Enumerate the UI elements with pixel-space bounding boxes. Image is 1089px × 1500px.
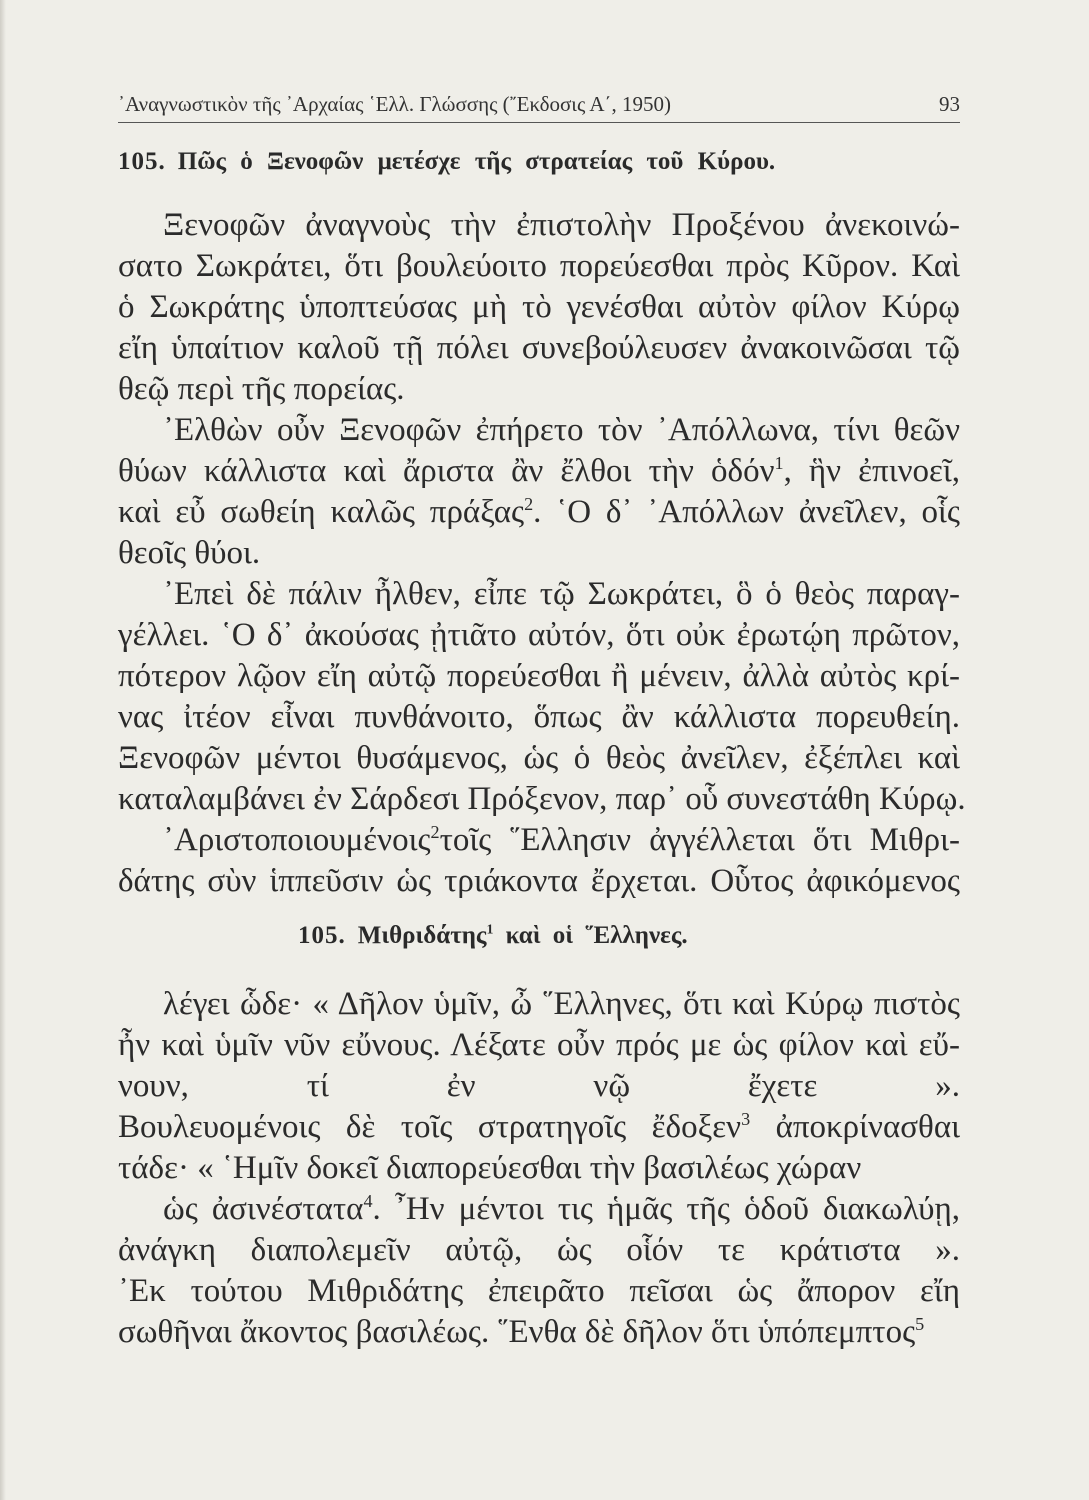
footnote-mark: 1 bbox=[774, 453, 784, 473]
text-line: Ξενοφῶν μέντοι θυσάμενος, ὡς ὁ θεὸς ἀνεῖλεν, ἐξέπλει καὶ bbox=[118, 740, 960, 776]
footnote-mark: 2 bbox=[524, 494, 534, 514]
text-line bbox=[163, 820, 960, 860]
text-line: πότερον λῷον εἴη αὐτῷ πορεύεσθαι ἢ μένειν, ἀλλὰ αὐτὸς κρί- bbox=[118, 658, 960, 694]
text-segment: καὶ εὖ σωθείη καλῶς πράξας bbox=[118, 494, 525, 530]
text-line-overflow-b: ᾿Εκ τούτου Μιθριδάτης ἐπειρᾶτο πεῖσαι ὡς ἄπορον εἴη bbox=[118, 1273, 960, 1309]
text-line: θεῷ περὶ τῆς πορείας. bbox=[118, 371, 405, 407]
text-line: λέγει ὧδε· « Δῆλον ὑμῖν, ὦ ῞Ελληνες, ὅτι καὶ Κύρῳ πιστὸς bbox=[163, 986, 960, 1022]
footnote-mark: 1 bbox=[486, 921, 494, 937]
text-line: θεοῖς θύοι. bbox=[118, 535, 261, 571]
text-segment: σωθῆναι ἄκοντος βασιλέως. ῞Ενθα δὲ δῆλον ὅτι ὑπόπεμπτος bbox=[118, 1314, 916, 1350]
footnote-mark: 3 bbox=[741, 1109, 751, 1129]
page-edge-shadow bbox=[0, 0, 6, 1500]
section-1-heading bbox=[118, 148, 775, 176]
text-line: δάτης σὺν ἱππεῦσιν ὡς τριάκοντα ἔρχεται. Οὗτος ἀφικόμενος bbox=[118, 863, 960, 899]
section-2-number: 105. bbox=[298, 922, 346, 949]
section-2-heading bbox=[298, 922, 688, 950]
section-1-title: Πῶς ὁ Ξενοφῶν μετέσχε τῆς στρατείας τοῦ Κύρου. bbox=[177, 148, 776, 175]
text-line: σατο Σωκράτει, ὅτι βουλεύοιτο πορεύεσθαι πρὸς Κῦρον. Καὶ bbox=[118, 248, 960, 284]
text-line bbox=[118, 492, 960, 532]
text-line: γέλλει. ῾Ο δ᾿ ἀκούσας ᾐτιᾶτο αὐτόν, ὅτι οὐκ ἐρωτῴη πρῶτον, bbox=[118, 617, 960, 653]
text-segment: Βουλευομένοις δὲ τοῖς στρατηγοῖς ἔδοξεν bbox=[118, 1109, 742, 1145]
running-header bbox=[118, 92, 960, 122]
text-segment: θύων κάλλιστα καὶ ἄριστα ἂν ἔλθοι τὴν ὁδόν bbox=[118, 453, 775, 489]
text-line: ὁ Σωκράτης ὑποπτεύσας μὴ τὸ γενέσθαι αὐτὸν φίλον Κύρῳ bbox=[118, 289, 960, 325]
footnote-mark: 5 bbox=[915, 1314, 925, 1334]
text-segment: . ῾Ο δ᾿ ᾿Απόλλων ἀνεῖλεν, οἷς bbox=[533, 494, 960, 530]
text-line: νας ἰτέον εἶναι πυνθάνοιτο, ὅπως ἂν κάλλιστα πορευθείη. bbox=[118, 699, 960, 735]
text-line: Ξενοφῶν ἀναγνοὺς τὴν ἐπιστολὴν Προξένου ἀνεκοινώ- bbox=[163, 207, 960, 243]
text-segment: . ῏Ην μέντοι τις ἡμᾶς τῆς ὁδοῦ διακωλύῃ, bbox=[372, 1191, 960, 1227]
text-line bbox=[118, 451, 960, 491]
text-line: νουν, τί ἐν νῷ ἔχετε ». bbox=[118, 1068, 960, 1104]
text-line bbox=[118, 1107, 960, 1147]
section-2-title-rest: καὶ οἱ ῞Ελληνες. bbox=[505, 922, 688, 949]
text-line: ᾿Επεὶ δὲ πάλιν ἦλθεν, εἶπε τῷ Σωκράτει, ὃ ὁ θεὸς παραγ- bbox=[163, 576, 960, 612]
text-line-overflow-a: ἀνάγκη διαπολεμεῖν αὐτῷ, ὡς οἷόν τε κράτιστα ». bbox=[118, 1232, 960, 1268]
text-segment: τοῖς ῞Ελλησιν ἀγγέλλεται ὅτι Μιθρι- bbox=[439, 822, 960, 858]
text-line: ἦν καὶ ὑμῖν νῦν εὔνους. Λέξατε οὖν πρός με ὡς φίλον καὶ εὔ- bbox=[118, 1027, 960, 1063]
text-segment: ᾿Αριστοποιουμένοις bbox=[163, 822, 431, 858]
text-line: ᾿Ελθὼν οὖν Ξενοφῶν ἐπήρετο τὸν ᾿Απόλλωνα, τίνι θεῶν bbox=[163, 412, 960, 448]
text-line bbox=[163, 1189, 960, 1229]
footnote-mark: 2 bbox=[430, 822, 440, 842]
text-line: εἴη ὑπαίτιον καλοῦ τῇ πόλει συνεβούλευσεν ἀνακοινῶσαι τῷ bbox=[118, 330, 960, 366]
page-number: 93 bbox=[939, 92, 960, 116]
text-segment: ἀποκρίνασθαι bbox=[775, 1109, 960, 1145]
footnote-mark: 4 bbox=[363, 1191, 373, 1211]
text-segment: ὡς ἀσινέστατα bbox=[163, 1191, 364, 1227]
text-segment: , ἣν ἐπινοεῖ, bbox=[783, 453, 960, 489]
text-line: τάδε· « ῾Ημῖν δοκεῖ διαπορεύεσθαι τὴν βασιλέως χώραν bbox=[118, 1150, 862, 1186]
running-title: ᾿Αναγνωστικὸν τῆς ᾿Αρχαίας ῾Ελλ. Γλώσσης (῎Εκδοσις Α΄, 1950) bbox=[118, 92, 672, 116]
text-line-overflow-c bbox=[118, 1312, 960, 1352]
header-rule bbox=[118, 122, 960, 123]
section-2-title bbox=[358, 922, 688, 949]
section-1-number: 105. bbox=[118, 148, 166, 175]
text-line: καταλαμβάνει ἐν Σάρδεσι Πρόξενον, παρ᾿ οὗ συνεστάθη Κύρῳ. bbox=[118, 781, 966, 817]
section-2-title-name: Μιθριδάτης bbox=[357, 922, 487, 949]
